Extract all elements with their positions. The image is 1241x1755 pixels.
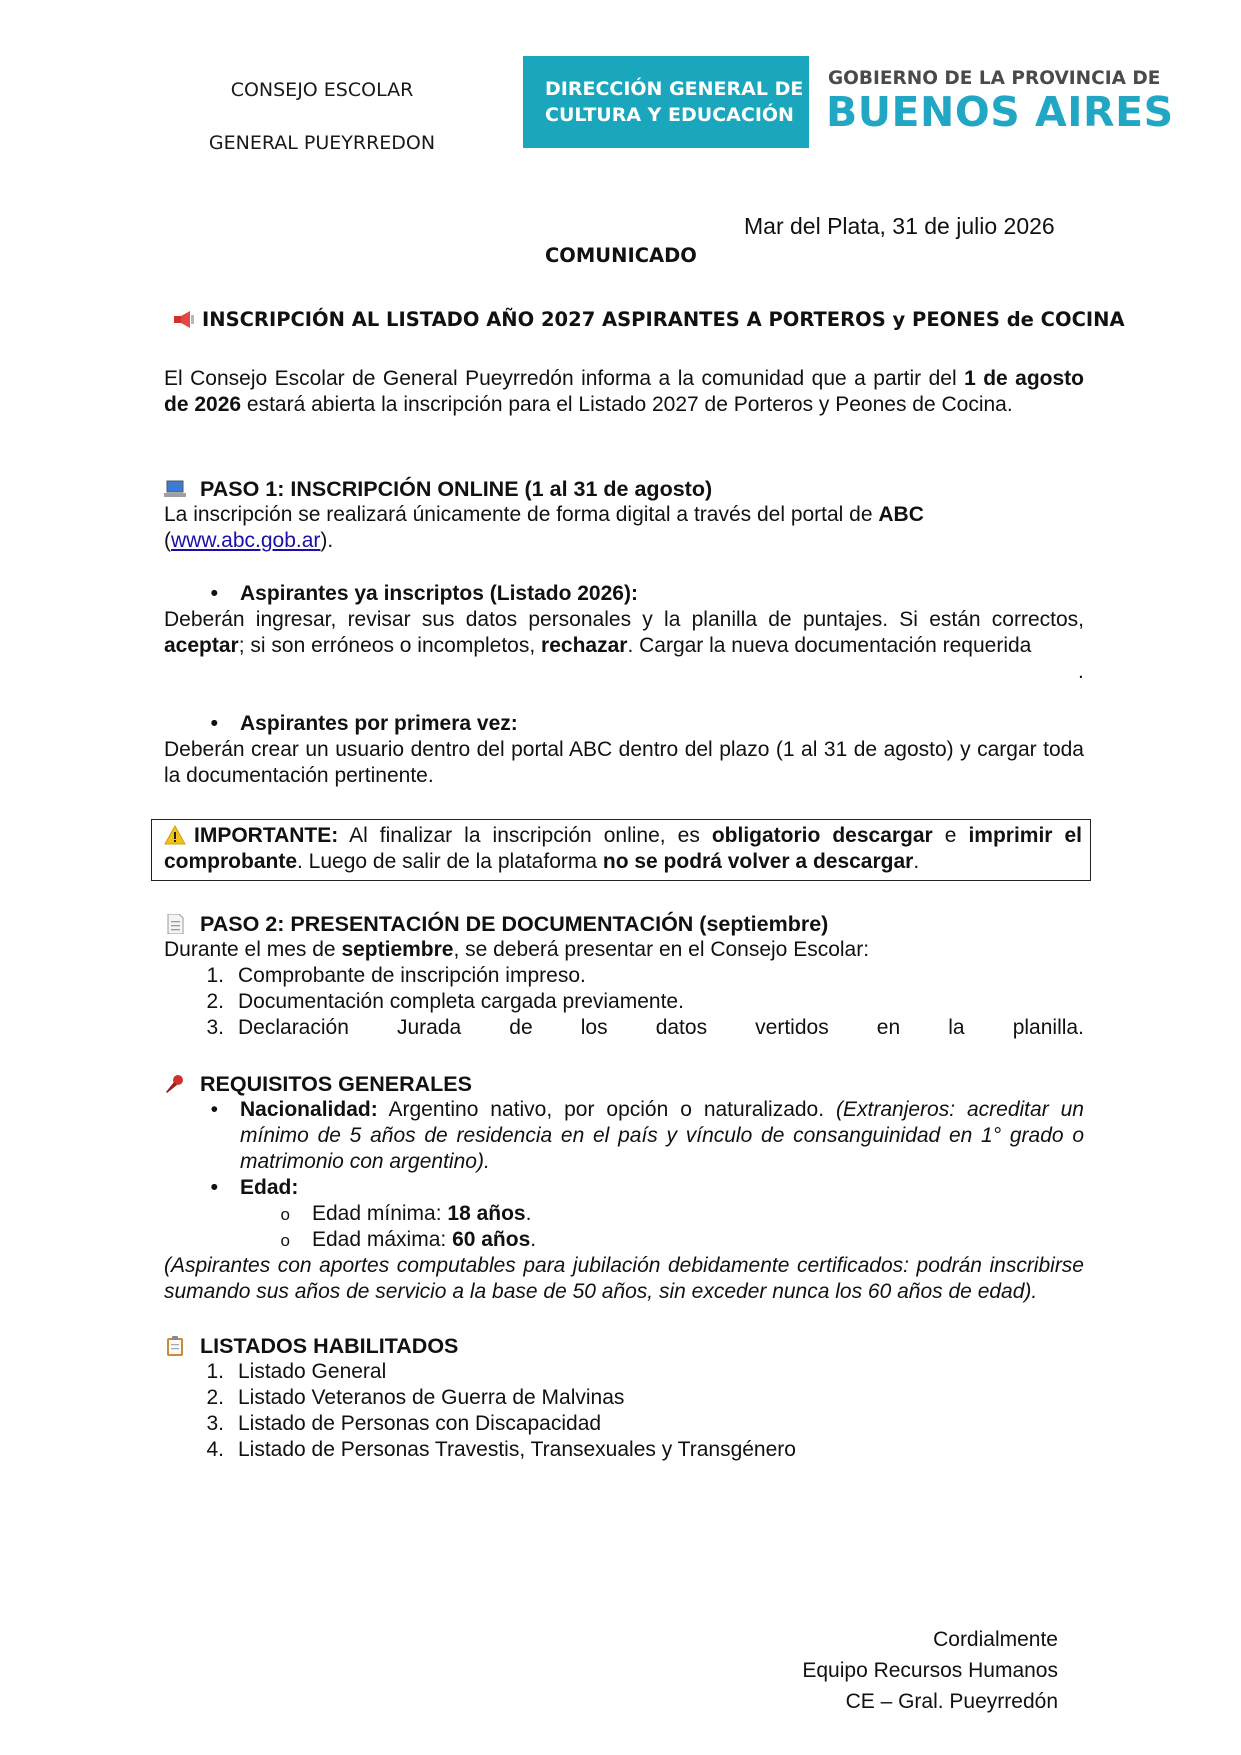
requisitos-title: [164, 1071, 472, 1097]
list-number: 2.: [206, 1386, 224, 1409]
aceptar-label: aceptar: [164, 634, 239, 657]
list-number: 3.: [206, 1016, 224, 1039]
word: los: [580, 1016, 608, 1039]
paren-open: (: [164, 529, 171, 552]
inscriptos-title-text: Aspirantes ya inscriptos (Listado 2026):: [240, 582, 638, 605]
council-line-1: CONSEJO ESCOLAR: [230, 79, 414, 101]
laptop-icon: [164, 479, 186, 499]
dgce-logo-line-1: DIRECCIÓN GENERAL DE: [545, 78, 804, 100]
sub-bullet: o: [280, 1231, 290, 1250]
nacionalidad-note: (Extranjeros: acreditar un mínimo de 5 años de residencia en el país y vínculo de consanguinidad en 1° grado o matrimonio con argentino).: [240, 1098, 1084, 1173]
inscriptos-text-2: ; si son erróneos o incompletos,: [238, 634, 542, 657]
paso2-text-2: , se deberá presentar en el Consejo Escolar:: [453, 938, 870, 961]
period: .: [530, 1228, 537, 1251]
importante-bold-1: obligatorio descargar: [711, 824, 933, 847]
paso2-item-1: [164, 963, 586, 989]
list-item-text: Listado de Personas Travestis, Transexuales y Transgénero: [238, 1438, 796, 1461]
listados-title-text: LISTADOS HABILITADOS: [200, 1334, 459, 1358]
signature-line-1: Cordialmente: [933, 1628, 1058, 1651]
megaphone-icon: [172, 309, 196, 329]
list-number: 1.: [206, 964, 224, 987]
rechazar-label: rechazar: [541, 634, 628, 657]
word: la: [948, 1016, 965, 1039]
inscriptos-text-1: Deberán ingresar, revisar sus datos personales y la planilla de puntajes. Si están correctos,: [164, 608, 1084, 631]
bullet: •: [210, 1176, 218, 1199]
importante-text-4: .: [913, 850, 920, 873]
gov-logo-line-1: GOBIERNO DE LA PROVINCIA DE: [828, 68, 1161, 89]
paso1-title: [164, 476, 712, 502]
list-number: 2.: [206, 990, 224, 1013]
headline-text: INSCRIPCIÓN AL LISTADO AÑO 2027 ASPIRANTES A PORTEROS y PEONES de COCINA: [202, 308, 1125, 331]
edad-item: [164, 1175, 298, 1201]
septiembre-label: septiembre: [341, 938, 454, 961]
pushpin-icon: [164, 1074, 186, 1094]
word: datos: [655, 1016, 708, 1039]
importante-text-1: Al finalizar la inscripción online, es: [338, 824, 712, 847]
listado-item: [164, 1385, 624, 1411]
importante-bold-3: no se podrá volver a descargar: [602, 850, 914, 873]
edad-min-label: Edad mínima:: [312, 1202, 448, 1225]
signature: [802, 1624, 1058, 1717]
primera-vez-title-text: Aspirantes por primera vez:: [240, 712, 518, 735]
gov-logo-line-2: BUENOS AIRES: [826, 88, 1174, 136]
period: .: [525, 1202, 532, 1225]
edad-min: [164, 1201, 531, 1228]
council-line-2: GENERAL PUEYRREDON: [208, 132, 436, 154]
paso2-item-2: [164, 989, 684, 1015]
bullet: •: [210, 1098, 218, 1121]
importante-label: IMPORTANTE:: [194, 824, 339, 847]
inscriptos-text-3: . Cargar la nueva documentación requerida: [627, 634, 1032, 657]
paso2-title: [164, 911, 828, 937]
intro-text-1: El Consejo Escolar de General Pueyrredón informa a la comunidad que a partir del: [164, 367, 965, 390]
listados-title: [164, 1333, 458, 1359]
headline: [172, 308, 1125, 331]
inscriptos-trailing-period: .: [1078, 660, 1084, 683]
paso1-title-text: PASO 1: INSCRIPCIÓN ONLINE (1 al 31 de agosto): [200, 477, 713, 501]
primera-vez-paragraph: Deberán crear un usuario dentro del portal ABC dentro del plazo (1 al 31 de agosto) y cargar toda la documentación pertinente.: [164, 738, 1084, 787]
edad-max-label: Edad máxima:: [312, 1228, 453, 1251]
list-item-text: Listado de Personas con Discapacidad: [238, 1412, 602, 1435]
paso2-item-3: [164, 1015, 1084, 1041]
intro-paragraph: [164, 366, 1084, 418]
document-icon: [164, 914, 186, 934]
dgce-logo: [523, 56, 809, 148]
sub-bullet: o: [280, 1205, 290, 1224]
dgce-logo-line-2: CULTURA Y EDUCACIÓN: [545, 104, 794, 126]
paso2-intro: [164, 937, 869, 963]
list-item-text: Comprobante de inscripción impreso.: [238, 964, 586, 987]
word: Declaración: [238, 1016, 349, 1039]
list-item-text: Listado General: [238, 1360, 387, 1383]
word: Jurada: [396, 1016, 462, 1039]
warning-icon: [164, 825, 186, 845]
paso1-text: La inscripción se realizará únicamente de forma digital a través del portal de: [164, 503, 879, 526]
primera-vez-title: [164, 711, 518, 737]
nacionalidad-text: [240, 1097, 1084, 1175]
inscriptos-paragraph: [164, 607, 1084, 659]
list-number: 4.: [206, 1438, 224, 1461]
signature-line-3: CE – Gral. Pueyrredón: [845, 1690, 1058, 1713]
word: planilla.: [1012, 1016, 1084, 1039]
nacionalidad-label: Nacionalidad:: [240, 1098, 378, 1121]
clipboard-icon: [164, 1336, 186, 1356]
list-item-text: Documentación completa cargada previamente.: [238, 990, 684, 1013]
paso1-paragraph: [164, 502, 1084, 554]
intro-date: 1 de agosto de 2026: [164, 367, 1084, 416]
list-item-text: [238, 1015, 1084, 1041]
doc-type: COMUNICADO: [545, 244, 697, 267]
paso2-text-1: Durante el mes de: [164, 938, 342, 961]
nacionalidad-item: [164, 1097, 1084, 1175]
nacionalidad-value: Argentino nativo, por opción o naturalizado.: [377, 1098, 837, 1121]
importante-text-3: . Luego de salir de la plataforma: [297, 850, 603, 873]
listado-item: [164, 1411, 601, 1437]
importante-bold-2: imprimir el comprobante: [164, 824, 1082, 873]
word: vertidos: [755, 1016, 829, 1039]
bullet: •: [210, 712, 218, 735]
edad-label: Edad:: [240, 1176, 299, 1199]
word: en: [876, 1016, 901, 1039]
importante-text-2: e: [932, 824, 969, 847]
inscriptos-title: [164, 581, 638, 607]
intro-text-2: estará abierta la inscripción para el Listado 2027 de Porteros y Peones de Cocina.: [241, 393, 1013, 416]
edad-max-value: 60 años: [452, 1228, 531, 1251]
requisitos-title-text: REQUISITOS GENERALES: [200, 1072, 472, 1096]
paren-close: ).: [320, 529, 334, 552]
bullet: •: [210, 582, 218, 605]
listado-item: [164, 1437, 796, 1463]
word: de: [509, 1016, 533, 1039]
signature-line-2: Equipo Recursos Humanos: [802, 1659, 1058, 1682]
list-number: 3.: [206, 1412, 224, 1435]
abc-link[interactable]: www.abc.gob.ar: [171, 529, 321, 552]
paso2-title-text: PASO 2: PRESENTACIÓN DE DOCUMENTACIÓN (septiembre): [200, 912, 829, 936]
list-item-text: Listado Veteranos de Guerra de Malvinas: [238, 1386, 625, 1409]
list-number: 1.: [206, 1360, 224, 1383]
abc-label: ABC: [878, 503, 924, 526]
edad-min-value: 18 años: [447, 1202, 526, 1225]
listado-item: [164, 1359, 386, 1385]
date-line: Mar del Plata, 31 de julio 2026: [744, 213, 1055, 239]
edad-nota: (Aspirantes con aportes computables para jubilación debidamente certificados: podrán inscribirse sumando sus años de servicio a la base de 50 años, sin exceder nunca los 60 años de edad).: [164, 1254, 1084, 1303]
importante-paragraph: [164, 823, 1082, 875]
edad-max: [164, 1227, 536, 1254]
